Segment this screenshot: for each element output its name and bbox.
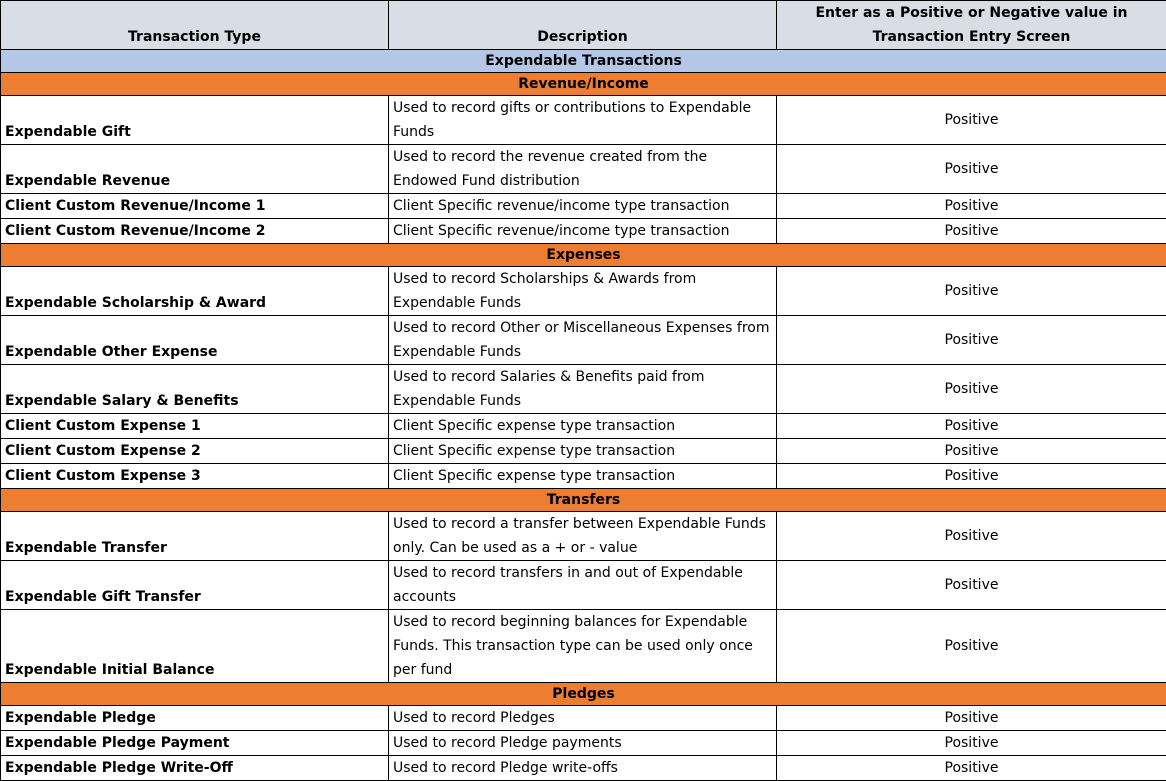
transaction-type-cell: Expendable Revenue (1, 145, 389, 194)
transaction-type-cell: Expendable Pledge Write-Off (1, 756, 389, 781)
description-cell: Used to record Pledges (389, 706, 777, 731)
table-row (1, 610, 1166, 683)
description-cell: Used to record Pledge write-offs (389, 756, 777, 781)
value-sign-cell: Positive (777, 512, 1166, 561)
value-sign-cell: Positive (777, 145, 1166, 194)
table-row (1, 414, 1166, 439)
transaction-type-cell: Expendable Gift Transfer (1, 561, 389, 610)
value-sign-cell: Positive (777, 756, 1166, 781)
section-transfers (1, 489, 1166, 512)
value-sign-cell: Positive (777, 414, 1166, 439)
transaction-type-cell: Expendable Pledge Payment (1, 731, 389, 756)
value-sign-cell: Positive (777, 316, 1166, 365)
value-sign-cell: Positive (777, 439, 1166, 464)
transaction-type-cell: Client Custom Expense 3 (1, 464, 389, 489)
description-cell: Used to record Pledge payments (389, 731, 777, 756)
table-row (1, 561, 1166, 610)
description-cell: Used to record Salaries & Benefits paid from Expendable Funds (389, 365, 777, 414)
transaction-type-cell: Expendable Salary & Benefits (1, 365, 389, 414)
value-sign-cell: Positive (777, 561, 1166, 610)
section-expendable-transactions (1, 50, 1166, 73)
description-cell: Used to record Other or Miscellaneous Expenses from Expendable Funds (389, 316, 777, 365)
transaction-type-cell: Expendable Scholarship & Award (1, 267, 389, 316)
section-title: Revenue/Income (1, 73, 1166, 96)
transaction-type-cell: Client Custom Revenue/Income 2 (1, 219, 389, 244)
description-cell: Used to record gifts or contributions to Expendable Funds (389, 96, 777, 145)
table-row (1, 219, 1166, 244)
table-row (1, 365, 1166, 414)
section-title: Expenses (1, 244, 1166, 267)
description-cell: Client Specific expense type transaction (389, 464, 777, 489)
description-cell: Used to record transfers in and out of Expendable accounts (389, 561, 777, 610)
table-row (1, 512, 1166, 561)
table-row (1, 756, 1166, 781)
table-row (1, 194, 1166, 219)
description-cell: Client Specific revenue/income type transaction (389, 194, 777, 219)
table-row (1, 96, 1166, 145)
description-cell: Client Specific expense type transaction (389, 439, 777, 464)
transaction-type-cell: Expendable Initial Balance (1, 610, 389, 683)
value-sign-cell: Positive (777, 706, 1166, 731)
description-cell: Used to record beginning balances for Expendable Funds. This transaction type can be used only once per fund (389, 610, 777, 683)
table-row (1, 706, 1166, 731)
header-description: Description (389, 1, 777, 50)
table-row (1, 464, 1166, 489)
section-title: Expendable Transactions (1, 50, 1166, 73)
transaction-type-cell: Expendable Gift (1, 96, 389, 145)
table-row (1, 267, 1166, 316)
value-sign-cell: Positive (777, 365, 1166, 414)
header-row (1, 1, 1166, 50)
value-sign-cell: Positive (777, 219, 1166, 244)
transaction-type-cell: Client Custom Expense 1 (1, 414, 389, 439)
description-cell: Client Specific expense type transaction (389, 414, 777, 439)
transaction-type-cell: Client Custom Revenue/Income 1 (1, 194, 389, 219)
transaction-type-cell: Expendable Pledge (1, 706, 389, 731)
transaction-type-cell: Expendable Other Expense (1, 316, 389, 365)
value-sign-cell: Positive (777, 96, 1166, 145)
value-sign-cell: Positive (777, 610, 1166, 683)
table-row (1, 145, 1166, 194)
value-sign-cell: Positive (777, 464, 1166, 489)
section-pledges (1, 683, 1166, 706)
transaction-type-cell: Client Custom Expense 2 (1, 439, 389, 464)
transaction-type-cell: Expendable Transfer (1, 512, 389, 561)
description-cell: Used to record Scholarships & Awards from Expendable Funds (389, 267, 777, 316)
table-row (1, 316, 1166, 365)
description-cell: Client Specific revenue/income type transaction (389, 219, 777, 244)
header-value-sign: Enter as a Positive or Negative value in Transaction Entry Screen (777, 1, 1166, 50)
section-title: Pledges (1, 683, 1166, 706)
value-sign-cell: Positive (777, 267, 1166, 316)
section-expenses (1, 244, 1166, 267)
table-row (1, 439, 1166, 464)
section-revenue-income (1, 73, 1166, 96)
section-title: Transfers (1, 489, 1166, 512)
table-row (1, 731, 1166, 756)
description-cell: Used to record the revenue created from the Endowed Fund distribution (389, 145, 777, 194)
value-sign-cell: Positive (777, 731, 1166, 756)
description-cell: Used to record a transfer between Expendable Funds only. Can be used as a + or - value (389, 512, 777, 561)
header-transaction-type: Transaction Type (1, 1, 389, 50)
value-sign-cell: Positive (777, 194, 1166, 219)
